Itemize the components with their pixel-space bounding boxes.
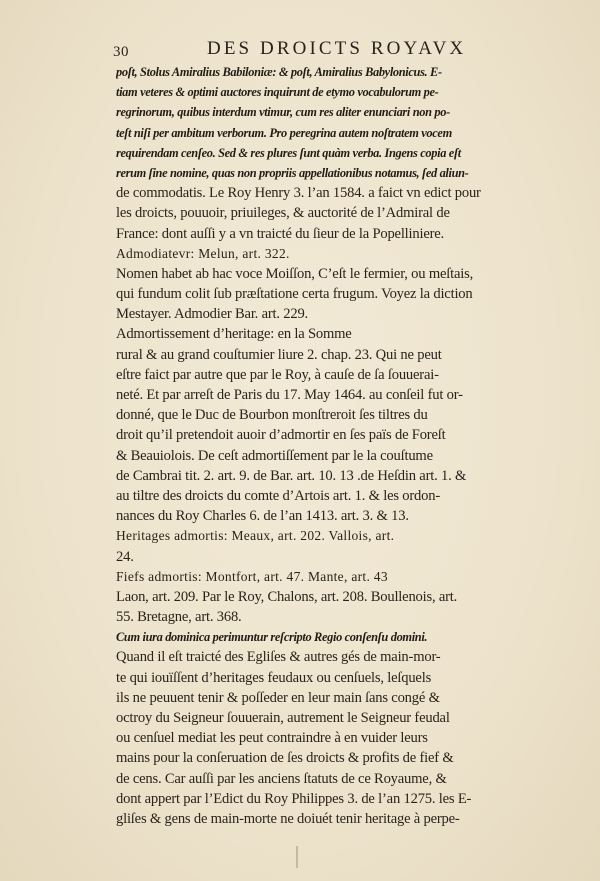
text-line: Cum iura dominica perimuntur reſcripto Regio conſenſu domini.	[116, 630, 428, 645]
text-line: te qui iouïſſent d’heritages feudaux ou cenſuels, leſquels	[116, 669, 432, 686]
text-line: Admodiatevr: Melun, art. 322.	[116, 245, 290, 261]
text-line: Nomen habet ab hac voce Moiſſon, C’eſt le fermier, ou meſtais,	[116, 265, 474, 282]
text-line: droit qu’il pretendoit auoir d’admortir en ſes païs de Foreſt	[116, 427, 446, 444]
text-line: eſtre faict par autre que par le Roy, à cauſe de ſa ſouuerai-	[116, 366, 439, 383]
text-line: regrinorum, quibus interdum vtimur, cum res aliter enunciari non po-	[116, 105, 450, 120]
text-line: Admortissement d’heritage: en la Somme	[116, 326, 352, 343]
text-line: mains pour la conſeruation de ſes droicts & profits de fief &	[116, 750, 454, 767]
text-line: poſt, Stolus Amiralius Babiloniæ: & poſt, Amiralius Babylonicus. E-	[116, 65, 442, 79]
text-line: & Beauiolois. De ceſt admortiſſement par le la couſtume	[116, 447, 433, 464]
text-line: Quand il eſt traicté des Egliſes & autres gés de main-mor-	[116, 649, 441, 666]
text-line: neté. Et par arreſt de Paris du 17. May 1464. au conſeil fut or-	[116, 387, 463, 403]
text-line: Laon, art. 209. Par le Roy, Chalons, art. 208. Boullenois, art.	[116, 588, 458, 605]
text-line: de commodatis. Le Roy Henry 3. l’an 1584. a faict vn edict pour	[116, 185, 481, 202]
text-line: les droicts, pouuoir, priuileges, & auctorité de l’Admiral de	[116, 205, 450, 222]
text-line: de Cambrai tit. 2. art. 9. de Bar. art. 10. 13 .de Heſdin art. 1. &	[116, 467, 467, 484]
text-line: octroy du Seigneur ſouuerain, autrement le Seigneur feudal	[116, 710, 450, 726]
text-line: Fiefs admortis: Montfort, art. 47. Mante, art. 43	[116, 568, 388, 584]
text-line: France: dont auſſi y a vn traicté du ſieur de la Popelliniere.	[116, 225, 445, 242]
text-line: teſt niſi per ambitum verborum. Pro peregrina autem noſtratem vocem	[116, 125, 452, 140]
text-line: gliſes & gens de main-morte ne doiuét tenir heritage à perpe-	[116, 810, 460, 827]
text-line: Heritages admortis: Meaux, art. 202. Vallois, art.	[116, 528, 395, 544]
text-line: rerum ſine nomine, quas non propriis appellationibus notamus, ſed aliun-	[116, 165, 469, 180]
text-line: au tiltre des droicts du comte d’Artois art. 1. & les ordon-	[116, 487, 440, 504]
text-line: Mestayer. Admodier Bar. art. 229.	[116, 306, 308, 323]
text-line: qui fundum colit ſub præſtatione certa frugum. Voyez la diction	[116, 286, 473, 303]
text-line: rural & au grand couſtumier liure 2. chap. 23. Qui ne peut	[116, 346, 442, 363]
text-line: nances du Roy Charles 6. de l’an 1413. art. 3. & 13.	[116, 508, 409, 525]
text-line: ils ne peuuent tenir & poſſeder en leur main ſans congé &	[116, 689, 440, 706]
page-number: 30	[113, 44, 129, 60]
text-line: dont appert par l’Edict du Roy Philippes 3. de l’an 1275. les E-	[116, 790, 472, 807]
text-line: donné, que le Duc de Bourbon monſtreroit ſes tiltres du	[116, 407, 428, 424]
body-text	[116, 62, 518, 829]
text-line: 24.	[116, 548, 134, 565]
text-line: 55. Bretagne, art. 368.	[116, 609, 242, 626]
running-title: DES DROICTS ROYAVX	[207, 38, 467, 59]
text-line: de cens. Car auſſi par les anciens ſtatuts de ce Royaume, &	[116, 770, 447, 787]
binding-mark	[296, 846, 298, 868]
text-line: tiam veteres & optimi auctores inquirunt de etymo vocabulorum pe-	[116, 85, 439, 100]
text-line: requirendam cenſeo. Sed & res plures ſunt quàm verba. Ingens copia eſt	[116, 145, 461, 160]
text-line: ou cenſuel mediat les peut contraindre à en vuider leurs	[116, 730, 428, 747]
